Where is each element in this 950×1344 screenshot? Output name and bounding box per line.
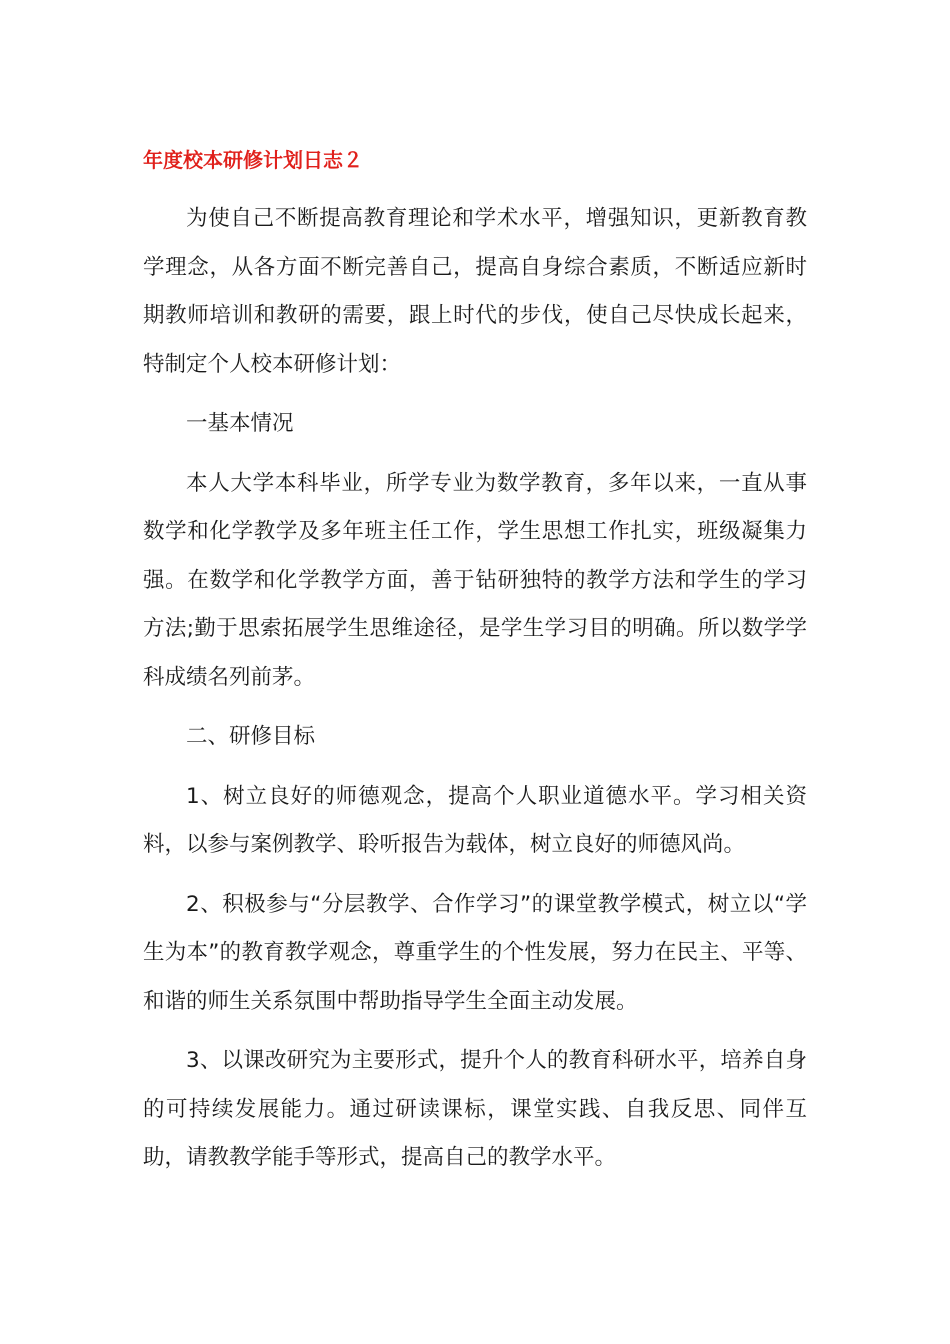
basic-info-paragraph: 本人大学本科毕业，所学专业为数学教育，多年以来，一直从事数学和化学教学及多年班主任工作，学生思想工作扎实，班级凝集力强。在数学和化学教学方面，善于钻研独特的教学方法和学生的学习方法;勤于思索拓展学生思维途径，是学生学习目的明确。所以数学学科成绩名列前茅。 — [143, 470, 807, 690]
goal-item-3: 3、以课改研究为主要形式，提升个人的教育科研水平，培养自身的可持续发展能力。通过研读课标，课堂实践、自我反思、同伴互助，请教教学能手等形式，提高自己的教学水平。 — [143, 1048, 807, 1170]
goal-item-1: 1、树立良好的师德观念，提高个人职业道德水平。学习相关资料，以参与案例教学、聆听报告为载体，树立良好的师德风尚。 — [143, 783, 807, 857]
section-heading-goals: 二、研修目标 — [186, 724, 316, 749]
document-body — [143, 141, 807, 1194]
document-title: 年度校本研修计划日志２ — [143, 148, 363, 172]
intro-paragraph: 为使自己不断提高教育理论和学术水平，增强知识，更新教育教学理念，从各方面不断完善自己，提高自身综合素质，不断适应新时期教师培训和教研的需要，跟上时代的步伐，使自己尽快成长起来，特制定个人校本研修计划： — [143, 206, 807, 377]
goal-item-2: 2、积极参与“分层教学、合作学习”的课堂教学模式，树立以“学生为本”的教育教学观念，尊重学生的个性发展，努力在民主、平等、和谐的师生关系氛围中帮助指导学生全面主动发展。 — [143, 891, 807, 1014]
section-heading-basic-info: 一基本情况 — [186, 411, 294, 436]
